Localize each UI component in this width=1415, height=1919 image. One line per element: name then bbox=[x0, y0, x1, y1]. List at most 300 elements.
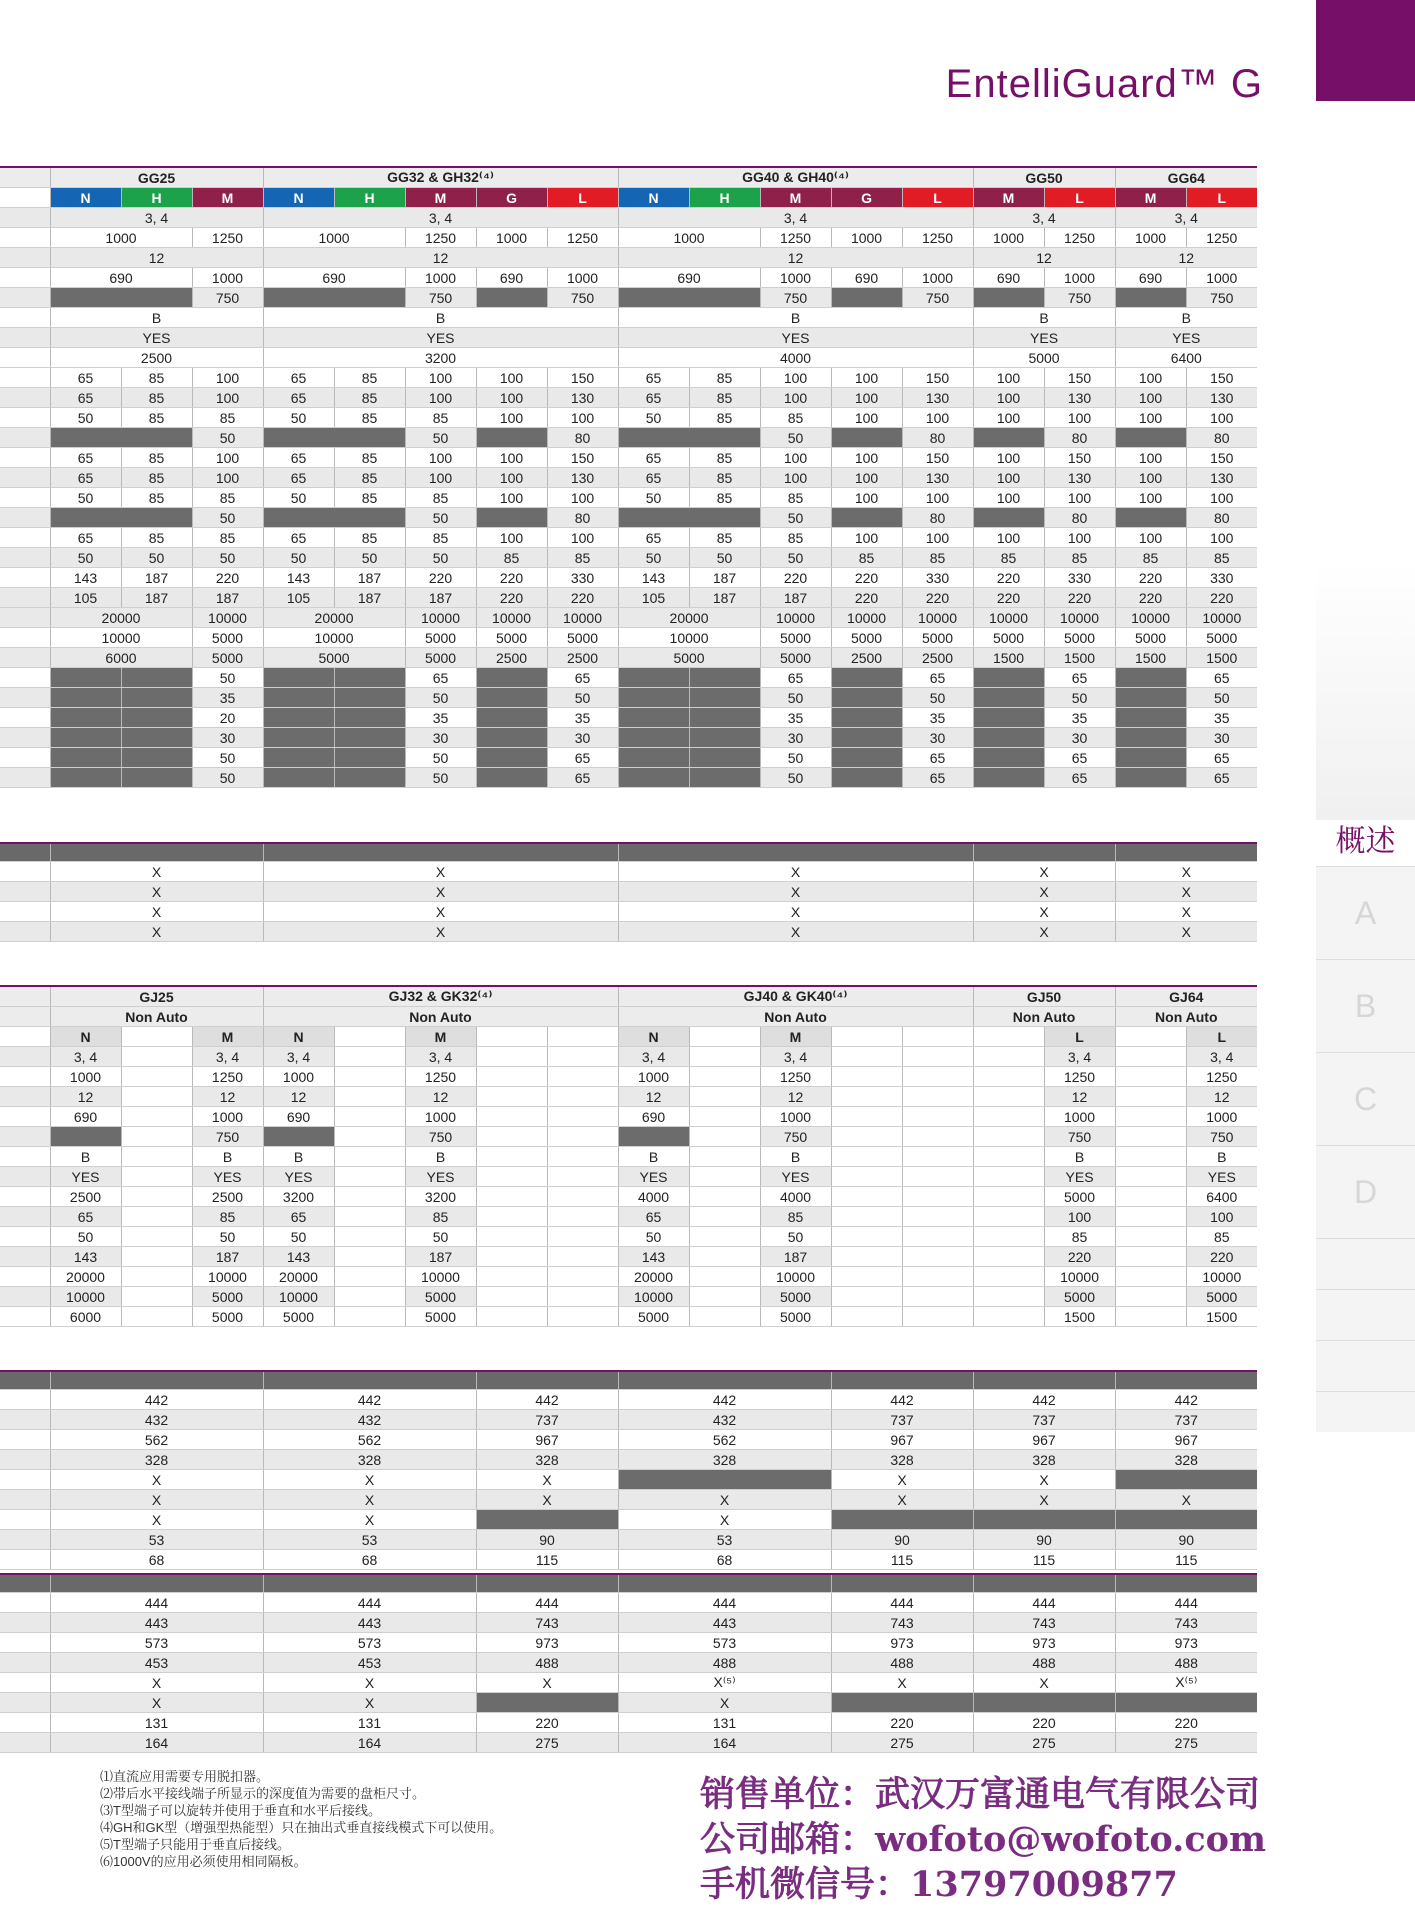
gray-cell bbox=[1115, 1510, 1257, 1530]
table-cell: 50 bbox=[192, 748, 263, 768]
table-cell: 3, 4 bbox=[760, 1047, 831, 1067]
dimension-cell: 488 bbox=[618, 1653, 831, 1673]
gj-row bbox=[0, 1107, 1257, 1127]
dimension-cell: X⁽⁵⁾ bbox=[1115, 1673, 1257, 1693]
gray-cell bbox=[263, 708, 334, 728]
table-cell: 5000 bbox=[263, 648, 405, 668]
table-cell: 2500 bbox=[547, 648, 618, 668]
table-cell: 100 bbox=[760, 388, 831, 408]
dimension-row bbox=[0, 1530, 1257, 1550]
gray-cell bbox=[689, 768, 760, 788]
dimension-cell: 275 bbox=[476, 1733, 618, 1753]
table-cell: 85 bbox=[760, 1207, 831, 1227]
dimension-cell: 442 bbox=[618, 1390, 831, 1410]
separator-cell bbox=[618, 843, 973, 862]
dimension-table-horizontal bbox=[0, 1370, 1257, 1570]
table-cell: 80 bbox=[1186, 428, 1257, 448]
dimension-cell: X⁽⁵⁾ bbox=[618, 1673, 831, 1693]
dimension-cell: 443 bbox=[263, 1613, 476, 1633]
table-cell: 1250 bbox=[1186, 1067, 1257, 1087]
table-cell: 50 bbox=[263, 548, 334, 568]
row-label-cell bbox=[0, 428, 50, 448]
gray-cell bbox=[1115, 1693, 1257, 1713]
option-cell: X bbox=[263, 902, 618, 922]
table-cell: 100 bbox=[1186, 488, 1257, 508]
table-cell: 5000 bbox=[476, 628, 547, 648]
table-cell: 85 bbox=[1186, 1227, 1257, 1247]
side-tab-d[interactable]: D bbox=[1316, 1145, 1415, 1238]
frame-header-row bbox=[0, 167, 1257, 188]
blank-cell bbox=[902, 1067, 973, 1087]
table-cell: 330 bbox=[1186, 568, 1257, 588]
blank-cell bbox=[121, 1127, 192, 1147]
sales-email[interactable]: 公司邮箱：wofoto@wofoto.com bbox=[700, 1819, 1267, 1860]
table-cell: 85 bbox=[689, 468, 760, 488]
table-cell: YES bbox=[760, 1167, 831, 1187]
side-nav-overview[interactable]: 概述 bbox=[1335, 825, 1396, 858]
blank-cell bbox=[902, 1107, 973, 1127]
mgl-row bbox=[0, 708, 1257, 728]
table-cell: 150 bbox=[1044, 448, 1115, 468]
table-cell: 5000 bbox=[973, 628, 1044, 648]
dimension-cell: 967 bbox=[973, 1430, 1115, 1450]
table-cell: 1500 bbox=[1044, 648, 1115, 668]
gj-row bbox=[0, 1087, 1257, 1107]
blank-cell bbox=[831, 1027, 902, 1047]
table-cell: 750 bbox=[902, 288, 973, 308]
table-cell: 50 bbox=[121, 548, 192, 568]
gray-cell bbox=[263, 728, 334, 748]
rating-cell: N bbox=[618, 1027, 689, 1047]
footnote: ⑷GH和GK型（增强型热能型）只在抽出式垂直接线模式下可以使用。 bbox=[100, 1820, 503, 1835]
table-cell: 105 bbox=[263, 588, 334, 608]
table-cell: 65 bbox=[902, 748, 973, 768]
table-cell: 85 bbox=[689, 488, 760, 508]
table-cell: 65 bbox=[902, 768, 973, 788]
row-label-cell bbox=[0, 208, 50, 228]
table-cell: 100 bbox=[476, 528, 547, 548]
blank-cell bbox=[1115, 1087, 1186, 1107]
table-cell: 150 bbox=[547, 448, 618, 468]
table-cell: 20000 bbox=[263, 1267, 334, 1287]
frame-header: GJ64 bbox=[1115, 986, 1257, 1007]
side-tab-a[interactable]: A bbox=[1316, 866, 1415, 959]
table-cell: 20 bbox=[192, 708, 263, 728]
table-cell: 35 bbox=[547, 708, 618, 728]
table-cell: 85 bbox=[121, 468, 192, 488]
rating-cell: M bbox=[760, 188, 831, 208]
mode-cell: Non Auto bbox=[263, 1007, 618, 1027]
gray-cell bbox=[618, 728, 689, 748]
table-cell: 1250 bbox=[192, 228, 263, 248]
table-cell: 1000 bbox=[547, 268, 618, 288]
dimension-cell: X bbox=[973, 1490, 1115, 1510]
option-cell: X bbox=[618, 862, 973, 882]
table-cell: 30 bbox=[902, 728, 973, 748]
blank-cell bbox=[1115, 1047, 1186, 1067]
dimension-cell: 90 bbox=[1115, 1530, 1257, 1550]
dimension-cell: 90 bbox=[476, 1530, 618, 1550]
blank-cell bbox=[902, 1047, 973, 1067]
table-cell: 1500 bbox=[973, 648, 1044, 668]
blank-cell bbox=[902, 1247, 973, 1267]
table-cell: 143 bbox=[263, 568, 334, 588]
table-cell: 187 bbox=[760, 588, 831, 608]
dimension-cell: 442 bbox=[831, 1390, 973, 1410]
table-cell: 85 bbox=[405, 488, 476, 508]
table-cell: 100 bbox=[1186, 528, 1257, 548]
table-cell: 750 bbox=[760, 1127, 831, 1147]
footnote: ⑵带后水平接线端子所显示的深度值为需要的盘柜尺寸。 bbox=[100, 1786, 426, 1801]
blank-cell bbox=[547, 1227, 618, 1247]
blank-cell bbox=[689, 1067, 760, 1087]
mode-cell: Non Auto bbox=[973, 1007, 1115, 1027]
table-cell: 1000 bbox=[263, 1067, 334, 1087]
mode-cell: Non Auto bbox=[1115, 1007, 1257, 1027]
table-cell: 65 bbox=[618, 368, 689, 388]
table-cell: 65 bbox=[902, 668, 973, 688]
table-cell: 187 bbox=[689, 588, 760, 608]
dimension-cell: 973 bbox=[831, 1633, 973, 1653]
table-cell: 100 bbox=[405, 448, 476, 468]
dimension-cell: 432 bbox=[263, 1410, 476, 1430]
gray-cell bbox=[618, 428, 760, 448]
sales-info bbox=[700, 1772, 1266, 1907]
frame-header: GG64 bbox=[1115, 167, 1257, 188]
gray-cell bbox=[50, 428, 192, 448]
row-label-cell bbox=[0, 1693, 50, 1713]
option-cell: X bbox=[50, 902, 263, 922]
table-cell: YES bbox=[192, 1167, 263, 1187]
blank-cell bbox=[476, 1027, 547, 1047]
band-cell bbox=[263, 1371, 476, 1390]
blank-cell bbox=[902, 1267, 973, 1287]
row-label-cell bbox=[0, 648, 50, 668]
dimension-cell: 328 bbox=[50, 1450, 263, 1470]
table-cell: 130 bbox=[902, 468, 973, 488]
row-label-cell bbox=[0, 1307, 50, 1327]
gj-spec-table bbox=[0, 985, 1257, 1327]
table-cell: 50 bbox=[405, 1227, 476, 1247]
table-cell: 100 bbox=[547, 528, 618, 548]
table-cell: 130 bbox=[1186, 388, 1257, 408]
row-label-cell bbox=[0, 228, 50, 248]
table-cell: B bbox=[760, 1147, 831, 1167]
blank-cell bbox=[831, 1107, 902, 1127]
dimension-cell: 444 bbox=[618, 1593, 831, 1613]
table-cell: 50 bbox=[263, 408, 334, 428]
blank-cell bbox=[334, 1247, 405, 1267]
option-cell: X bbox=[618, 922, 973, 942]
dimension-cell: 444 bbox=[831, 1593, 973, 1613]
dimension-cell: 328 bbox=[1115, 1450, 1257, 1470]
table-cell: 50 bbox=[192, 668, 263, 688]
blank-cell bbox=[973, 1167, 1044, 1187]
table-cell: B bbox=[1044, 1147, 1115, 1167]
row-label-cell bbox=[0, 1470, 50, 1490]
dimension-cell: 444 bbox=[263, 1593, 476, 1613]
band-cell bbox=[0, 1574, 50, 1593]
row-label-cell bbox=[0, 508, 50, 528]
table-cell: 50 bbox=[192, 508, 263, 528]
table-cell: 100 bbox=[476, 368, 547, 388]
blank-cell bbox=[1115, 1207, 1186, 1227]
dimension-cell: 442 bbox=[1115, 1390, 1257, 1410]
table-cell: 35 bbox=[760, 708, 831, 728]
row-label-cell bbox=[0, 268, 50, 288]
table-cell: 65 bbox=[618, 388, 689, 408]
gray-cell bbox=[831, 428, 902, 448]
blank-cell bbox=[1115, 1027, 1186, 1047]
gj-row bbox=[0, 1267, 1257, 1287]
blank-cell bbox=[476, 1067, 547, 1087]
table-cell: 10000 bbox=[50, 1287, 121, 1307]
dimension-cell: X bbox=[618, 1490, 831, 1510]
table-cell: 20000 bbox=[618, 1267, 689, 1287]
row-label-cell bbox=[0, 348, 50, 368]
dimension-row bbox=[0, 1713, 1257, 1733]
gray-cell bbox=[973, 768, 1044, 788]
table-cell: 30 bbox=[405, 728, 476, 748]
option-cell: X bbox=[50, 922, 263, 942]
dimension-cell: 737 bbox=[973, 1410, 1115, 1430]
table-cell: 2500 bbox=[831, 648, 902, 668]
section-separator bbox=[0, 843, 1257, 862]
dimension-cell: X bbox=[263, 1490, 476, 1510]
table-cell: 12 bbox=[618, 248, 973, 268]
blank-cell bbox=[973, 1067, 1044, 1087]
dimension-cell: 453 bbox=[263, 1653, 476, 1673]
dimension-cell: 131 bbox=[263, 1713, 476, 1733]
dimension-cell: X bbox=[263, 1470, 476, 1490]
blank-cell bbox=[334, 1307, 405, 1327]
blank-cell bbox=[334, 1267, 405, 1287]
dimension-cell: 488 bbox=[973, 1653, 1115, 1673]
blank-cell bbox=[902, 1287, 973, 1307]
table-cell: 65 bbox=[263, 368, 334, 388]
blank-cell bbox=[121, 1167, 192, 1187]
table-cell: 150 bbox=[547, 368, 618, 388]
table-cell: 100 bbox=[831, 368, 902, 388]
gray-cell bbox=[689, 688, 760, 708]
dimension-cell: 275 bbox=[1115, 1733, 1257, 1753]
table-cell: 750 bbox=[1186, 1127, 1257, 1147]
table-cell: 85 bbox=[689, 528, 760, 548]
blank-cell bbox=[973, 1307, 1044, 1327]
table-cell: 100 bbox=[1044, 488, 1115, 508]
rating-cell: M bbox=[192, 188, 263, 208]
rating-cell: N bbox=[50, 1027, 121, 1047]
table-cell: 6000 bbox=[50, 1307, 121, 1327]
option-cell: X bbox=[1115, 882, 1257, 902]
separator-cell bbox=[1115, 843, 1257, 862]
gray-cell bbox=[1115, 428, 1186, 448]
blank-cell bbox=[121, 1287, 192, 1307]
dimension-cell: 328 bbox=[618, 1450, 831, 1470]
gj-row bbox=[0, 1207, 1257, 1227]
gray-cell bbox=[121, 748, 192, 768]
table-cell: YES bbox=[263, 328, 618, 348]
dimension-cell: 220 bbox=[1115, 1713, 1257, 1733]
gray-cell bbox=[1115, 768, 1186, 788]
current-row bbox=[0, 348, 1257, 368]
table-cell: 3, 4 bbox=[618, 1047, 689, 1067]
blank-cell bbox=[547, 1047, 618, 1067]
dimension-cell: 164 bbox=[50, 1733, 263, 1753]
row-label-cell bbox=[0, 1550, 50, 1570]
table-cell: 50 bbox=[50, 548, 121, 568]
gray-cell bbox=[334, 728, 405, 748]
table-cell: 143 bbox=[618, 1247, 689, 1267]
table-cell: 5000 bbox=[1044, 1187, 1115, 1207]
table-cell: 1500 bbox=[1044, 1307, 1115, 1327]
table-cell: 10000 bbox=[547, 608, 618, 628]
row-label-cell bbox=[0, 528, 50, 548]
table-cell: 150 bbox=[902, 368, 973, 388]
dimension-cell: 488 bbox=[831, 1653, 973, 1673]
gray-cell bbox=[50, 668, 121, 688]
table-cell: 220 bbox=[973, 568, 1044, 588]
table-cell: 65 bbox=[618, 468, 689, 488]
blank-cell bbox=[831, 1287, 902, 1307]
dimension-cell: 444 bbox=[1115, 1593, 1257, 1613]
blank-cell bbox=[547, 1147, 618, 1167]
dimension-cell: 432 bbox=[618, 1410, 831, 1430]
row-label-cell bbox=[0, 1713, 50, 1733]
table-cell: 10000 bbox=[1186, 1267, 1257, 1287]
table-cell: 85 bbox=[1115, 548, 1186, 568]
table-cell: 5000 bbox=[192, 1307, 263, 1327]
table-cell: 6000 bbox=[50, 648, 192, 668]
table-cell: 12 bbox=[760, 1087, 831, 1107]
table-cell: 5000 bbox=[405, 628, 476, 648]
side-tab-b[interactable]: B bbox=[1316, 959, 1415, 1052]
table-cell: 187 bbox=[405, 1247, 476, 1267]
table-cell: 220 bbox=[973, 588, 1044, 608]
table-cell: 1000 bbox=[1186, 268, 1257, 288]
blank-cell bbox=[1115, 1107, 1186, 1127]
rating-cell: N bbox=[263, 1027, 334, 1047]
blank-cell bbox=[831, 1047, 902, 1067]
value-row bbox=[0, 468, 1257, 488]
table-cell: 100 bbox=[476, 488, 547, 508]
row-label-cell bbox=[0, 1430, 50, 1450]
table-cell: 65 bbox=[50, 528, 121, 548]
band-cell bbox=[0, 1371, 50, 1390]
table-cell: 35 bbox=[405, 708, 476, 728]
table-cell: 750 bbox=[760, 288, 831, 308]
blank-cell bbox=[334, 1167, 405, 1187]
gray-cell bbox=[973, 728, 1044, 748]
table-cell: 100 bbox=[973, 468, 1044, 488]
row-label-cell bbox=[0, 1107, 50, 1127]
blank-cell bbox=[334, 1127, 405, 1147]
gray-cell bbox=[689, 748, 760, 768]
blank-cell bbox=[1115, 1067, 1186, 1087]
row-label-cell bbox=[0, 1147, 50, 1167]
dimension-cell: 53 bbox=[618, 1530, 831, 1550]
dimension-cell: 737 bbox=[831, 1410, 973, 1430]
blank-cell bbox=[1115, 1307, 1186, 1327]
blank-cell bbox=[547, 1087, 618, 1107]
table-cell: 50 bbox=[618, 488, 689, 508]
blank-cell bbox=[476, 1087, 547, 1107]
table-cell: 85 bbox=[405, 1207, 476, 1227]
table-cell: 100 bbox=[476, 408, 547, 428]
gj-row bbox=[0, 1247, 1257, 1267]
value-row bbox=[0, 428, 1257, 448]
table-cell: 100 bbox=[1115, 388, 1186, 408]
dimension-cell: 115 bbox=[831, 1550, 973, 1570]
brand-color-block bbox=[1316, 0, 1415, 101]
row-label-cell bbox=[0, 468, 50, 488]
gray-cell bbox=[973, 748, 1044, 768]
dimension-cell: X bbox=[831, 1470, 973, 1490]
dimension-cell: X bbox=[50, 1490, 263, 1510]
dc-voltage-row bbox=[0, 288, 1257, 308]
blank-cell bbox=[476, 1247, 547, 1267]
dimension-row bbox=[0, 1430, 1257, 1450]
table-cell: 100 bbox=[1044, 1207, 1115, 1227]
dimension-cell: X bbox=[476, 1470, 618, 1490]
table-cell: 65 bbox=[1186, 768, 1257, 788]
row-label-cell bbox=[0, 1287, 50, 1307]
dimension-cell: 90 bbox=[831, 1530, 973, 1550]
table-cell: 220 bbox=[902, 588, 973, 608]
table-cell: 12 bbox=[1044, 1087, 1115, 1107]
table-cell: 100 bbox=[476, 448, 547, 468]
row-label-cell bbox=[0, 248, 50, 268]
gray-cell bbox=[973, 708, 1044, 728]
table-cell: 330 bbox=[1044, 568, 1115, 588]
table-cell: B bbox=[1115, 308, 1257, 328]
blank-cell bbox=[689, 1307, 760, 1327]
band-cell bbox=[263, 1574, 476, 1593]
table-cell: 100 bbox=[1115, 448, 1186, 468]
table-cell: 187 bbox=[405, 588, 476, 608]
table-cell: 20000 bbox=[50, 1267, 121, 1287]
row-label-cell bbox=[0, 862, 50, 882]
table-cell: 65 bbox=[263, 448, 334, 468]
dimension-cell: X bbox=[263, 1510, 476, 1530]
side-tab-c[interactable]: C bbox=[1316, 1052, 1415, 1145]
table-cell: 5000 bbox=[1186, 1287, 1257, 1307]
table-cell: 2500 bbox=[192, 1187, 263, 1207]
table-cell: 50 bbox=[405, 428, 476, 448]
table-cell: 85 bbox=[121, 488, 192, 508]
dimension-cell: 444 bbox=[50, 1593, 263, 1613]
blank-cell bbox=[973, 1027, 1044, 1047]
table-cell: 10000 bbox=[405, 1267, 476, 1287]
table-cell: 100 bbox=[831, 448, 902, 468]
rating-header-row bbox=[0, 188, 1257, 208]
rating-cell: M bbox=[973, 188, 1044, 208]
table-cell: 80 bbox=[547, 428, 618, 448]
blank-cell bbox=[334, 1047, 405, 1067]
dimension-cell: 488 bbox=[1115, 1653, 1257, 1673]
table-cell: 220 bbox=[1115, 588, 1186, 608]
dimension-cell: 562 bbox=[263, 1430, 476, 1450]
dimension-cell: 90 bbox=[973, 1530, 1115, 1550]
dimension-row bbox=[0, 1593, 1257, 1613]
blank-cell bbox=[334, 1227, 405, 1247]
blank-cell bbox=[902, 1027, 973, 1047]
table-cell: 50 bbox=[263, 488, 334, 508]
table-cell: 130 bbox=[547, 468, 618, 488]
table-cell: 1000 bbox=[1044, 268, 1115, 288]
table-cell: 3, 4 bbox=[50, 208, 263, 228]
table-cell: 100 bbox=[1186, 1207, 1257, 1227]
